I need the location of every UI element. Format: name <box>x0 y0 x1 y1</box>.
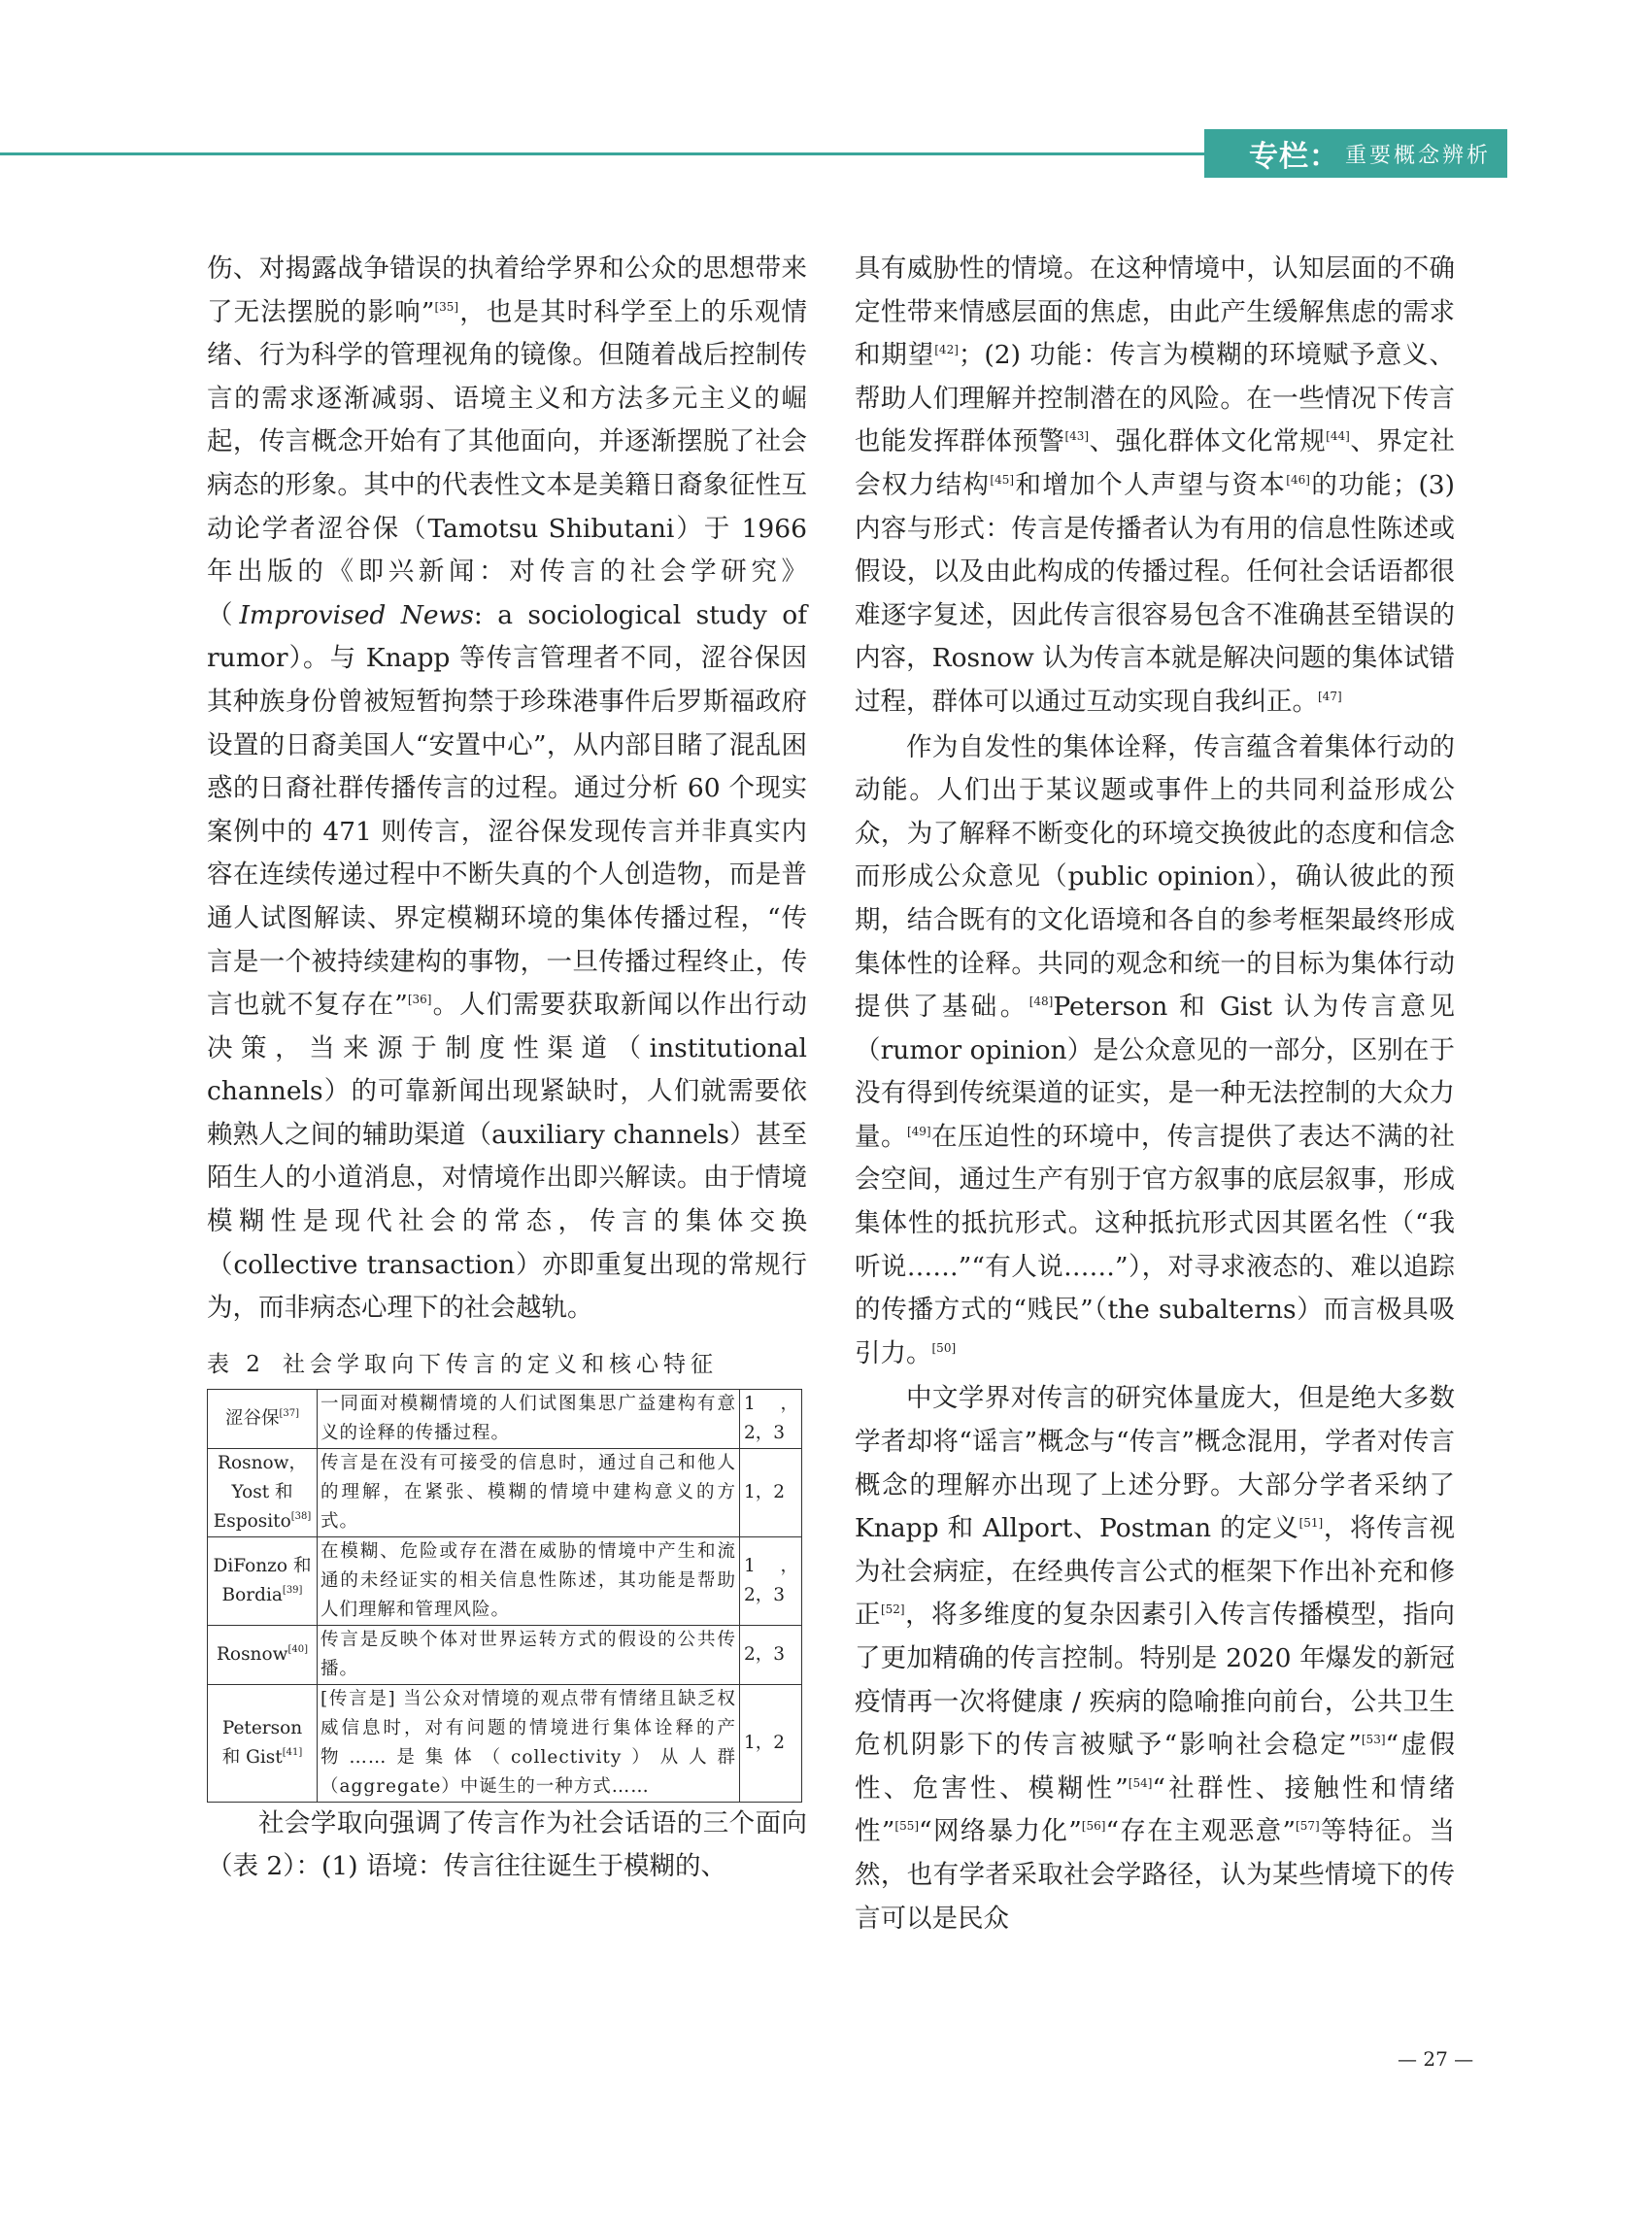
table-row <box>208 1625 802 1684</box>
table-row <box>208 1389 802 1448</box>
column-subtitle: 重要概念辨析 <box>1345 143 1492 168</box>
citation: [50] <box>931 1340 957 1355</box>
column-header-tab <box>1204 129 1507 178</box>
author-cell <box>208 1536 318 1625</box>
text-run: Peterson 和 Gist 认为传言意见（rumor opinion）是公众意见的一部分，区别在于没有得到传统渠道的证实，是一种无法控制的大众力量。 <box>855 992 1456 1152</box>
definition-cell: 一同面对模糊情境的人们试图集思广益建构有意义的诠释的传播过程。 <box>318 1389 740 1448</box>
table-caption <box>207 1348 807 1381</box>
right-column <box>855 248 1455 1940</box>
citation: [47] <box>1318 689 1342 703</box>
text-run: 伤、对揭露战争错误的执着给学界和公众的思想带来了无法摆脱的影响” <box>207 253 807 327</box>
page-number: — 27 — <box>1398 2047 1474 2071</box>
text-run: 作为自发性的集体诠释，传言蕴含着集体行动的动能。人们出于某议题或事件上的共同利益形成公众，为了解释不断变化的环境交换彼此的态度和信念而形成公众意见（public opinion），确认彼此的预期，结合既有的文化语境和各自的参考框架最终形成集体性的诠释。共同的观念和统一的目标为集体行动提供了基础。 <box>855 731 1455 1023</box>
text-run: : a sociological study of rumor）。与 Knapp 等传言管理者不同，涩谷保因其种族身份曾被短暂拘禁于珍珠港事件后罗斯福政府设置的日裔美国人“安置中心”，从内部目睹了混乱困惑的日裔社群传播传言的过程。通过分析 60 个现实案例中的 471 则传言，涩谷保发现传言并非真实内容在连续传递过程中不断失真的个人创造物，而是普通人试图解读、界定模糊环境的集体传播过程，“传言是一个被持续建构的事物，一旦传播过程终止，传言也就不复存在” <box>207 599 807 1021</box>
text-run: 。人们需要获取新闻以作出行动决策，当来源于制度性渠道（institutional channels）的可靠新闻出现紧缺时，人们就需要依赖熟人之间的辅助渠道（auxiliary channels）甚至陌生人的小道消息，对情境作出即兴解读。由于情境模糊性是现代社会的常态，传言的集体交换（collective transaction）亦即重复出现的常规行为，而非病态心理下的社会越轨。 <box>207 990 807 1324</box>
body-paragraph <box>855 726 1455 1376</box>
left-column <box>207 248 807 1889</box>
citation: [46] <box>1286 472 1310 487</box>
table-number: 表 2 <box>207 1351 265 1377</box>
definition-cell: 在模糊、危险或存在潜在威胁的情境中产生和流通的未经证实的相关信息性陈述，其功能是帮助人们理解和管理风险。 <box>318 1536 740 1625</box>
text-run: 中文学界对传言的研究体量庞大，但是绝大多数学者却将“谣言”概念与“传言”概念混用，学者对传言概念的理解亦出现了上述分野。大部分学者采纳了 Knapp 和 Allport、Postman 的定义 <box>855 1383 1455 1544</box>
author-cell <box>208 1389 318 1448</box>
author-cell <box>208 1448 318 1536</box>
features-cell: 2，3 <box>740 1625 802 1684</box>
features-cell: 1，2 <box>740 1448 802 1536</box>
table-row <box>208 1684 802 1802</box>
citation: [36] <box>407 993 432 1007</box>
citation: [37] <box>279 1407 300 1419</box>
citation: [51] <box>1298 1516 1324 1531</box>
citation: [45] <box>990 472 1015 487</box>
text-run: ，将多维度的复杂因素引入传言传播模型，指向了更加精确的传言控制。特别是 2020 年爆发的新冠疫情再一次将健康 / 疾病的隐喻推向前台，公共卫生危机阴影下的传言被赋予“影响社会稳定” <box>855 1600 1456 1761</box>
features-cell: 1，2，3 <box>740 1536 802 1625</box>
text-run: “虚假性、危害性、模糊性” <box>855 1730 1455 1804</box>
text-run: “存在主观恶意” <box>1105 1816 1297 1847</box>
citation: [35] <box>434 299 459 314</box>
text-run: 、强化群体文化常规 <box>1089 426 1327 457</box>
body-paragraph <box>855 1377 1455 1940</box>
body-paragraph <box>855 248 1455 725</box>
definition-cell: 传言是反映个体对世界运转方式的假设的公共传播。 <box>318 1625 740 1684</box>
author-name: Rosnow <box>217 1643 288 1665</box>
body-paragraph <box>207 248 807 1331</box>
author-name: Rosnow，Yost 和 Esposito <box>213 1452 307 1532</box>
features-cell: 1，2 <box>740 1684 802 1802</box>
citation: [44] <box>1326 429 1350 444</box>
author-cell <box>208 1625 318 1684</box>
citation: [56] <box>1081 1819 1106 1834</box>
citation: [49] <box>906 1124 931 1138</box>
citation: [41] <box>282 1746 303 1758</box>
text-run: 等特征。当然，也有学者采取社会学路径，认为某些情境下的传言可以是民众 <box>855 1816 1455 1934</box>
definition-cell: [传言是] 当公众对情境的观点带有情绪且缺乏权威信息时，对有问题的情境进行集体诠释的产物……是集体（collectivity）从人群（aggregate）中诞生的一种方式…… <box>318 1684 740 1802</box>
definitions-table <box>207 1389 802 1803</box>
citation: [54] <box>1128 1775 1153 1790</box>
definition-cell: 传言是在没有可接受的信息时，通过自己和他人的理解，在紧张、模糊的情境中建构意义的方式。 <box>318 1448 740 1536</box>
citation: [43] <box>1064 429 1090 444</box>
citation: [57] <box>1296 1819 1320 1834</box>
author-name: 涩谷保 <box>224 1407 280 1429</box>
table-row <box>208 1448 802 1536</box>
body-paragraph: 社会学取向强调了传言作为社会话语的三个面向（表 2）：(1) 语境：传言往往诞生于模糊的、 <box>207 1807 807 1882</box>
table-title: 社会学取向下传言的定义和核心特征 <box>282 1351 718 1377</box>
header-rule <box>0 152 1204 155</box>
text-run: ，也是其时科学至上的乐观情绪、行为科学的管理视角的镜像。但随着战后控制传言的需求逐渐减弱、语境主义和方法多元主义的崛起，传言概念开始有了其他面向，并逐渐摆脱了社会病态的形象。其中的代表性文本是美籍日裔象征性互动论学者涩谷保（Tamotsu Shibutani）于 1966 年出版的《即兴新闻：对传言的社会学研究》（ <box>207 296 807 630</box>
table-row <box>208 1536 802 1625</box>
citation: [40] <box>287 1643 308 1655</box>
text-run: 在压迫性的环境中，传言提供了表达不满的社会空间，通过生产有别于官方叙事的底层叙事，形成集体性的抵抗形式。这种抵抗形式因其匿名性（“我听说……”“有人说……”），对寻求液态的、难以追踪的传播方式的“贱民”（the subalterns）而言极具吸引力。 <box>855 1121 1456 1368</box>
text-run: 和增加个人声望与资本 <box>1014 469 1287 500</box>
text-run: “社群性、接触性和情绪性” <box>855 1772 1455 1847</box>
author-name: Peterson 和 Gist <box>221 1717 303 1768</box>
text-run: ，将传言视为社会病症，在经典传言公式的框架下作出补充和修正 <box>855 1513 1456 1631</box>
citation: [38] <box>290 1510 312 1522</box>
italic-title: Improvised News <box>239 599 474 630</box>
features-cell: 1，2，3 <box>740 1389 802 1448</box>
citation: [42] <box>934 343 959 357</box>
citation: [52] <box>880 1602 905 1617</box>
text-run: 、界定社会权力结构 <box>855 426 1456 500</box>
column-tag: 专栏： <box>1249 140 1339 174</box>
text-run: 具有威胁性的情境。在这种情境中，认知层面的不确定性带来情感层面的焦虑，由此产生缓解焦虑的需求和期望 <box>855 253 1455 371</box>
citation: [39] <box>282 1584 303 1596</box>
author-name: DiFonzo 和 Bordia <box>213 1555 312 1605</box>
text-run: ；(2) 功能：传言为模糊的环境赋予意义、帮助人们理解并控制潜在的风险。在一些情况下传言也能发挥群体预警 <box>855 340 1455 457</box>
text-run: 的功能；(3) 内容与形式：传言是传播者认为有用的信息性陈述或假设，以及由此构成的传播过程。任何社会话语都很难逐字复述，因此传言很容易包含不准确甚至错误的内容，Rosnow 认为传言本就是解决问题的集体试错过程，群体可以通过互动实现自我纠正。 <box>855 469 1456 717</box>
author-cell <box>208 1684 318 1802</box>
text-run: “网络暴力化” <box>919 1816 1082 1847</box>
citation: [55] <box>894 1819 920 1834</box>
citation: [48] <box>1028 995 1054 1009</box>
citation: [53] <box>1361 1733 1386 1747</box>
